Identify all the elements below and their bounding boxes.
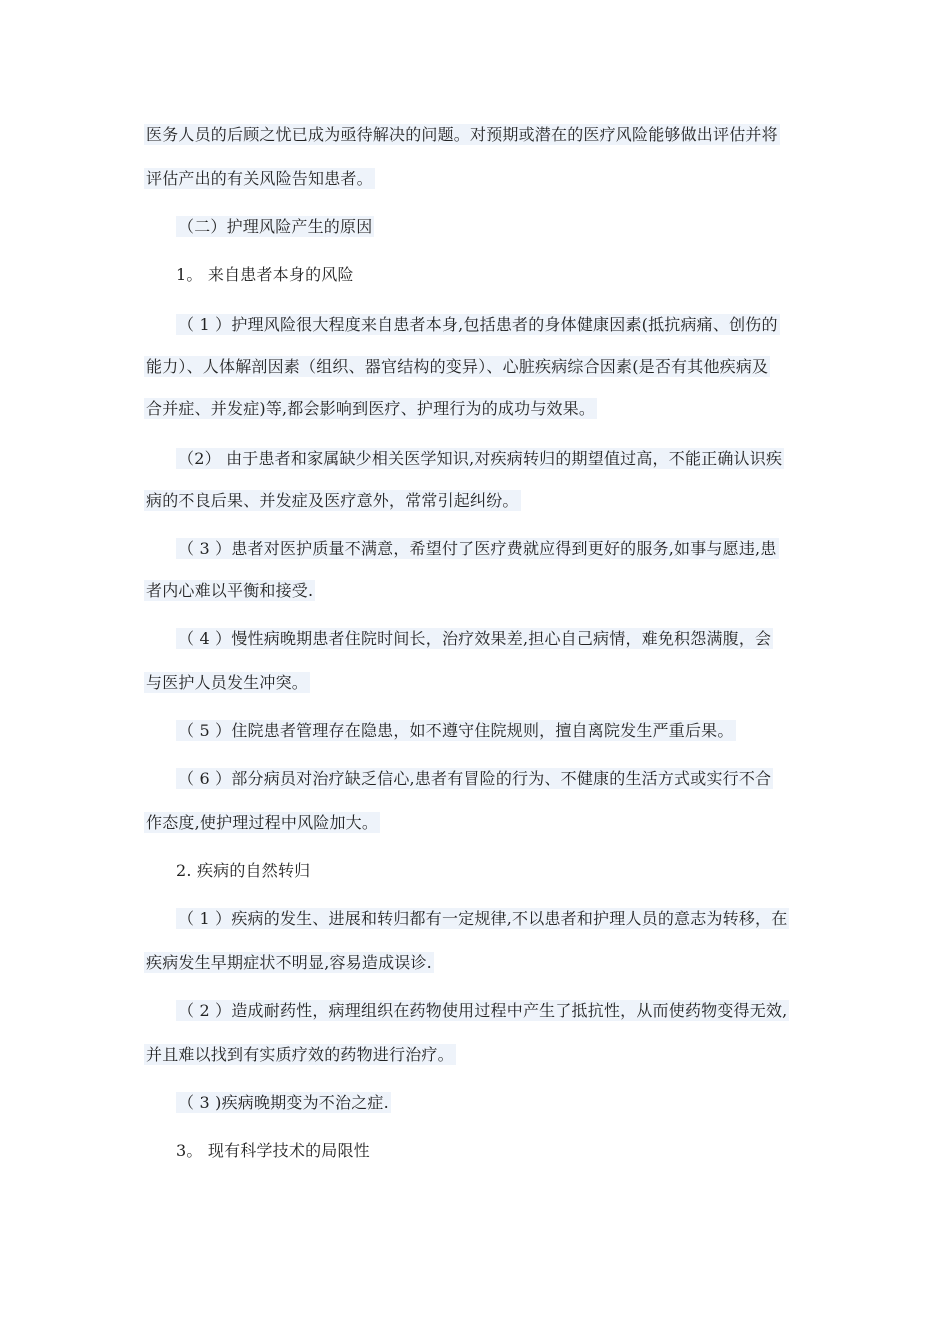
paragraph-line: （ 5 ）住院患者管理存在隐患，如不遵守住院规则，擅自离院发生严重后果。 [178, 721, 734, 740]
subsection-heading: 1。 来自患者本身的风险 [176, 265, 354, 284]
paragraph-line: （ 1 ）疾病的发生、进展和转归都有一定规律,不以患者和护理人员的意志为转移，在 [178, 909, 788, 928]
paragraph-line: （ 1 ）护理风险很大程度来自患者本身,包括患者的身体健康因素(抵抗病痛、创伤的 [178, 315, 778, 334]
paragraph-line: （ 3 ）患者对医护质量不满意，希望付了医疗费就应得到更好的服务,如事与愿违,患 [178, 539, 777, 558]
paragraph-line: 病的不良后果、并发症及医疗意外，常常引起纠纷。 [146, 491, 519, 510]
paragraph-line: （ 3 )疾病晚期变为不治之症. [178, 1093, 389, 1112]
paragraph-line: 作态度,使护理过程中风险加大。 [146, 813, 379, 832]
paragraph-line: 合并症、并发症)等,都会影响到医疗、护理行为的成功与效果。 [146, 399, 596, 418]
paragraph-line: 疾病发生早期症状不明显,容易造成误诊. [146, 953, 432, 972]
paragraph-line: 评估产出的有关风险告知患者。 [146, 169, 373, 188]
paragraph-line: （2） 由于患者和家属缺少相关医学知识,对疾病转归的期望值过高，不能正确认识疾 [178, 449, 783, 468]
paragraph-line: 者内心难以平衡和接受. [146, 581, 314, 600]
paragraph-line: 医务人员的后顾之忧已成为亟待解决的问题。对预期或潜在的医疗风险能够做出评估并将 [146, 125, 778, 144]
section-heading: （二）护理风险产生的原因 [178, 217, 373, 236]
paragraph-line: （ 2 ）造成耐药性，病理组织在药物使用过程中产生了抵抗性，从而使药物变得无效, [178, 1001, 788, 1020]
subsection-heading: 3。 现有科学技术的局限性 [176, 1141, 370, 1160]
subsection-heading: 2. 疾病的自然转归 [176, 861, 311, 880]
paragraph-line: 能力）、人体解剖因素（组织、器官结构的变异）、心脏疾病综合因素(是否有其他疾病及 [146, 357, 769, 376]
paragraph-line: 并且难以找到有实质疗效的药物进行治疗。 [146, 1045, 454, 1064]
paragraph-line: 与医护人员发生冲突。 [146, 673, 309, 692]
paragraph-line: （ 6 ）部分病员对治疗缺乏信心,患者有冒险的行为、不健康的生活方式或实行不合 [178, 769, 772, 788]
paragraph-line: （ 4 ）慢性病晚期患者住院时间长，治疗效果差,担心自己病情，难免积怨满腹，会 [178, 629, 772, 648]
